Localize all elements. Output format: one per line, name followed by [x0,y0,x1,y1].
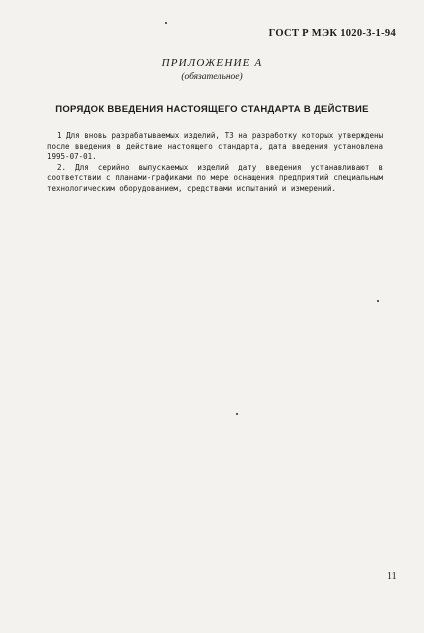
appendix-title: ПРИЛОЖЕНИЕ А [161,57,263,69]
section-title: ПОРЯДОК ВВЕДЕНИЯ НАСТОЯЩЕГО СТАНДАРТА В ДЕЙСТВИЕ [55,104,369,115]
page-number: 11 [387,571,397,582]
paragraph-2: 2. Для серийно выпускаемых изделий дату введения устанавливают в соответствии с планами-графиками по мере оснащения предприятий специальным технологическим оборудованием, средствами испытаний и измерений. [47,162,383,193]
body-text [47,131,383,195]
document-code-header: ГОСТ Р МЭК 1020-3-1-94 [268,28,396,39]
scan-speck [236,413,238,415]
paragraph-1: 1 Для вновь разрабатываемых изделий, ТЗ на разработку которых утверждены после введения в действие настоящего стандарта, дата введения установлена 1995-07-01. [47,131,383,162]
scan-speck [165,22,167,24]
scan-speck [377,300,379,302]
appendix-subtitle: (обязательное) [181,72,243,82]
